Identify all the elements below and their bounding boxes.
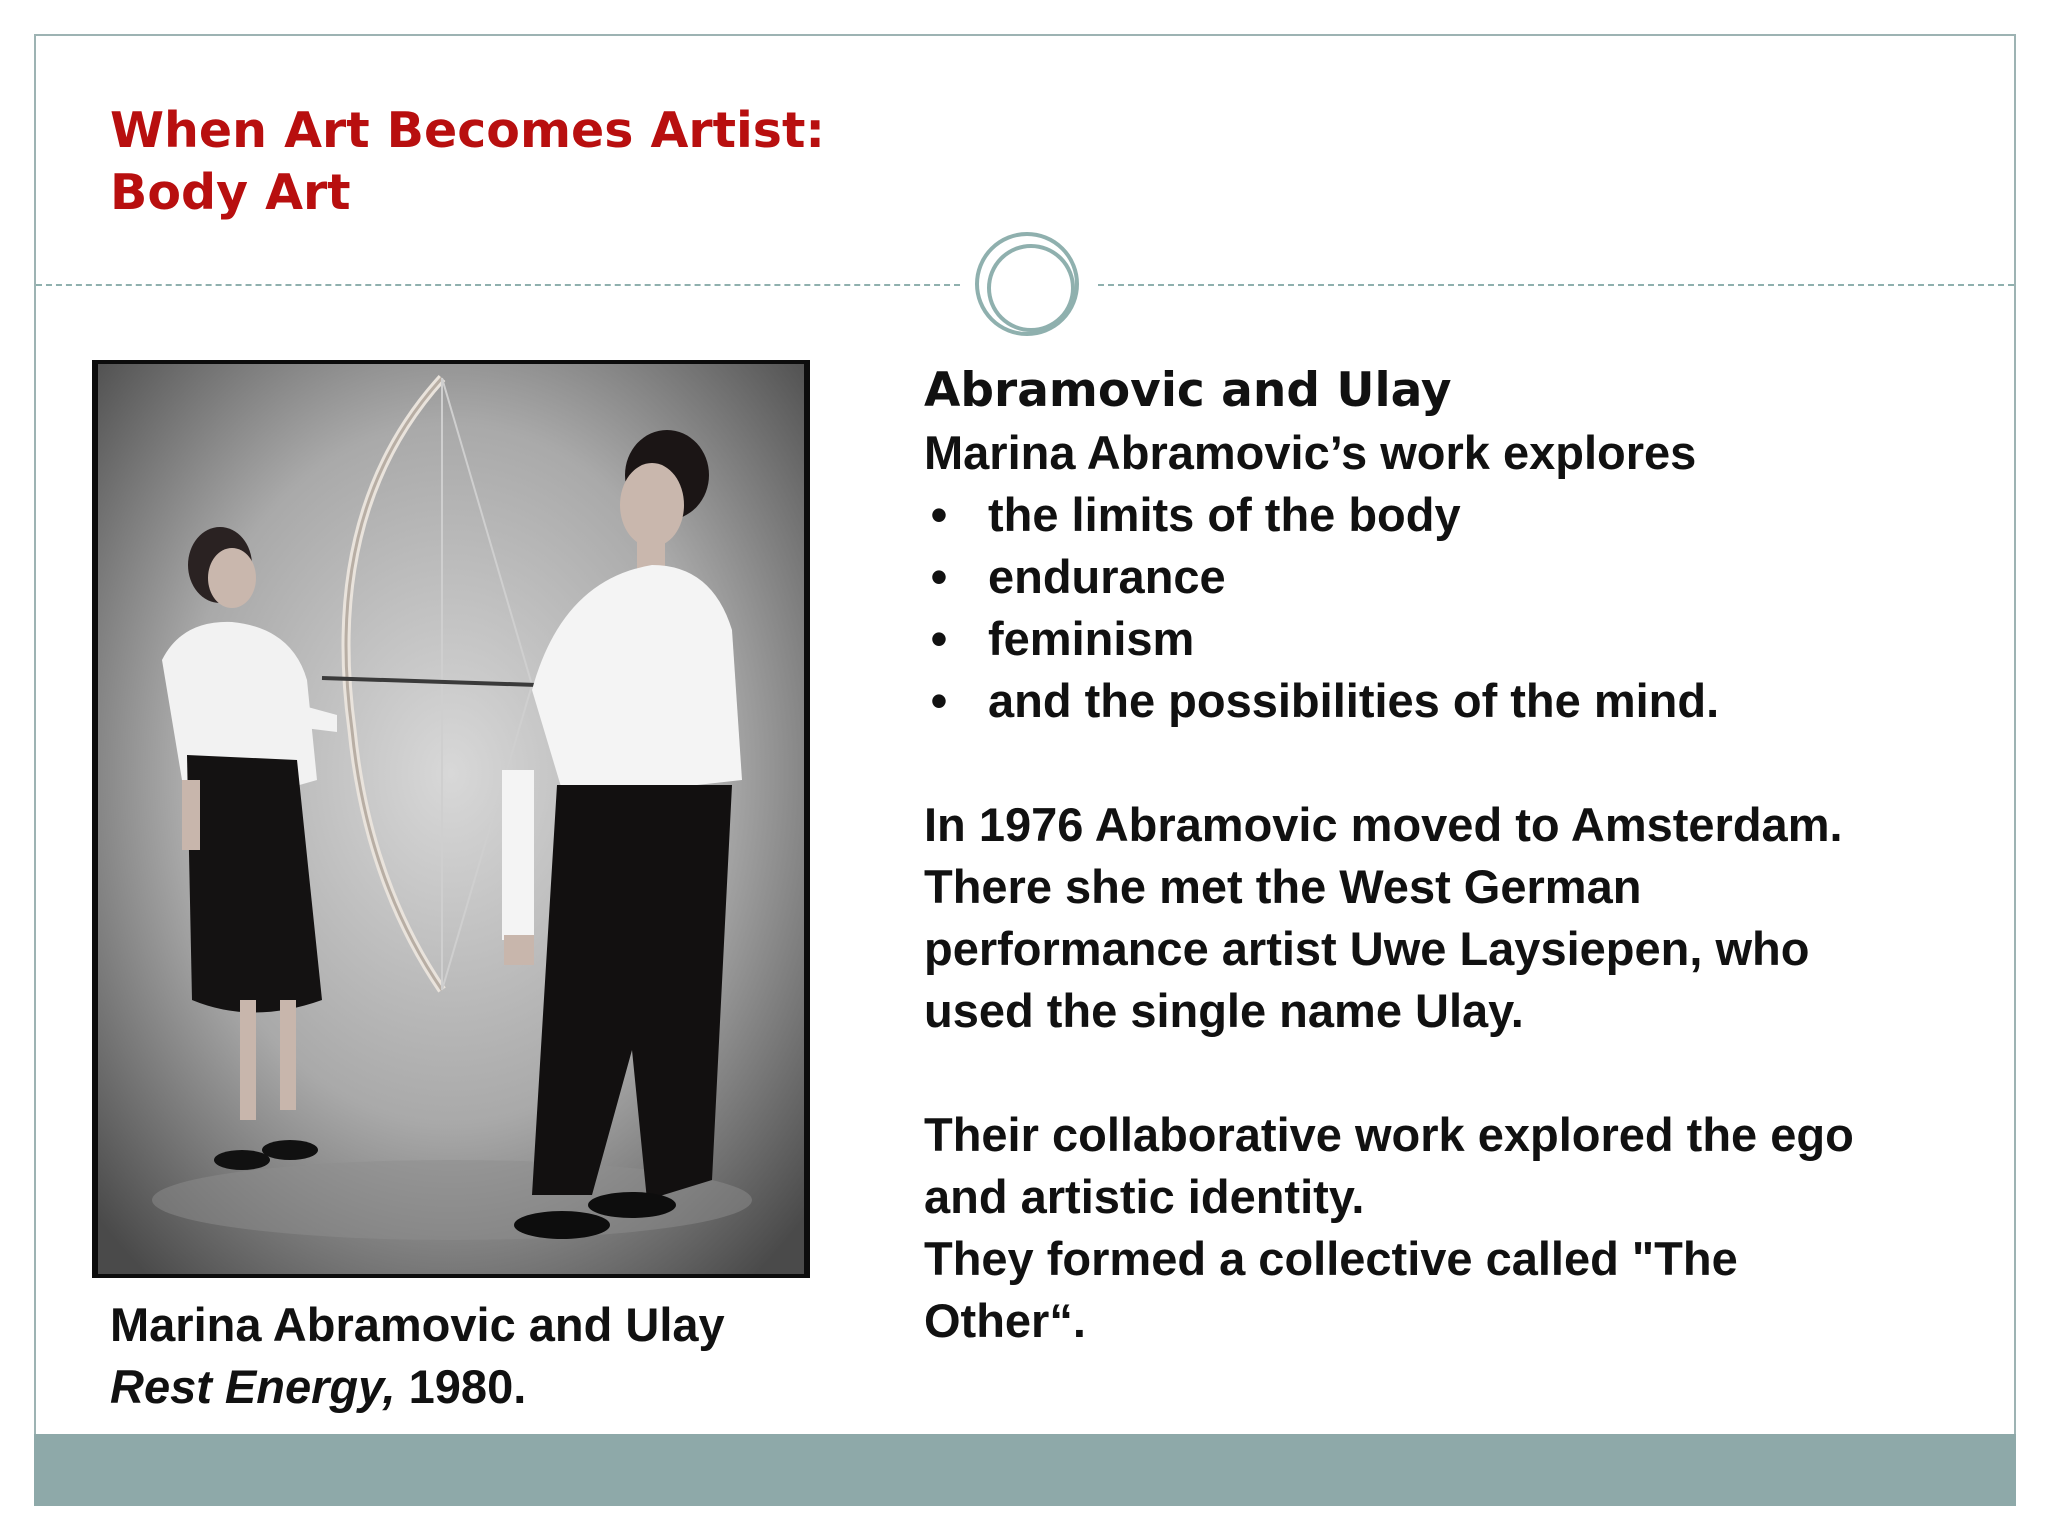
photo-caption — [110, 1294, 850, 1418]
bullet-item — [924, 546, 2004, 608]
rest-energy-photo — [92, 360, 810, 1278]
divider-right — [1098, 284, 2014, 286]
bullet-text: feminism — [988, 612, 1195, 665]
paragraph-line: There she met the West German — [924, 860, 1642, 913]
paragraph-amsterdam — [924, 794, 2004, 1042]
slide-title — [110, 100, 1010, 224]
caption-year: 1980. — [395, 1360, 527, 1413]
paragraph-line: Their collaborative work explored the ego — [924, 1108, 1854, 1161]
photo-illustration — [92, 360, 810, 1278]
caption-work-title: Rest Energy, — [110, 1360, 396, 1413]
bullet-text: the limits of the body — [988, 488, 1461, 541]
paragraph-line: Other“. — [924, 1294, 1086, 1347]
content-lead: Marina Abramovic’s work explores — [924, 426, 1697, 479]
paragraph-line: In 1976 Abramovic moved to Amsterdam. — [924, 798, 1843, 851]
circle-ornament-icon — [975, 232, 1079, 336]
bullet-item — [924, 484, 2004, 546]
bullet-item — [924, 608, 2004, 670]
paragraph-line: performance artist Uwe Laysiepen, who — [924, 922, 1810, 975]
bullet-dot-icon: • — [930, 488, 948, 541]
bullet-dot-icon: • — [930, 612, 948, 665]
title-line-2: Body Art — [110, 164, 351, 221]
divider-left — [36, 284, 960, 286]
footer-band — [34, 1434, 2016, 1506]
bullet-text: and the possibilities of the mind. — [988, 674, 1720, 727]
content-heading: Abramovic and Ulay — [924, 363, 1452, 418]
paragraph-line: used the single name Ulay. — [924, 984, 1524, 1037]
bullet-item — [924, 670, 2004, 732]
paragraph-collaboration — [924, 1104, 2004, 1352]
title-line-1: When Art Becomes Artist: — [110, 102, 825, 159]
paragraph-line: They formed a collective called "The — [924, 1232, 1738, 1285]
paragraph-line: and artistic identity. — [924, 1170, 1365, 1223]
caption-work-line — [110, 1356, 850, 1418]
bullet-list — [924, 484, 2004, 732]
content-column — [924, 360, 2004, 1352]
bullet-dot-icon: • — [930, 674, 948, 727]
bullet-text: endurance — [988, 550, 1226, 603]
bullet-dot-icon: • — [930, 550, 948, 603]
caption-artists: Marina Abramovic and Ulay — [110, 1298, 725, 1351]
